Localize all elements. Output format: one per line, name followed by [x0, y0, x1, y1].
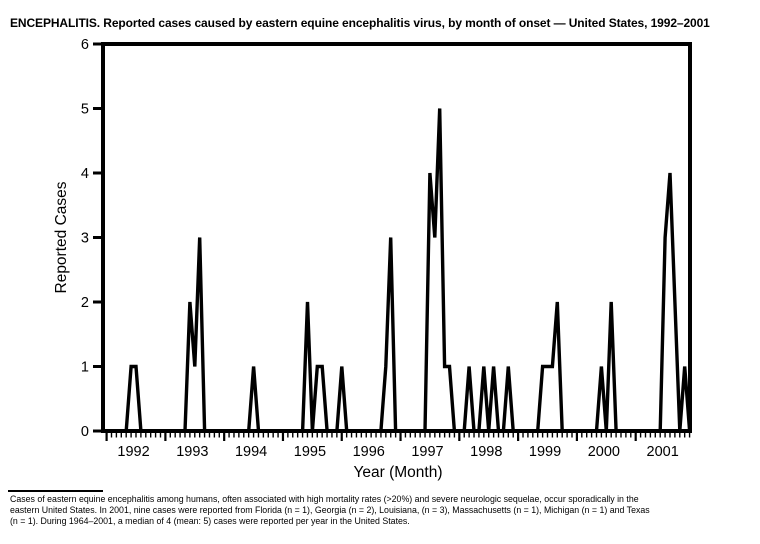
- x-axis-year-label: 1996: [352, 444, 385, 460]
- y-axis-tick-label: 6: [80, 37, 89, 53]
- x-axis-year-label: 1992: [117, 444, 150, 460]
- reported-cases-line: [107, 109, 690, 432]
- chart-title: ENCEPHALITIS. Reported cases caused by eastern equine encephalitis virus, by month of onset — United States, 1992–2001: [10, 16, 710, 30]
- y-axis-tick-label: 0: [80, 424, 89, 440]
- x-axis-year-label: 1997: [411, 444, 444, 460]
- y-axis-tick-label: 1: [80, 359, 89, 376]
- footnote-line: eastern United States. In 2001, nine cases were reported from Florida (n = 1), Georgia (n = 2), Louisiana, (n = 3), Massachusetts (n = 1), Michigan (n = 1) and Texas: [10, 504, 650, 515]
- x-axis-year-label: 2001: [646, 444, 679, 460]
- y-axis-tick-label: 4: [80, 166, 89, 182]
- x-axis-year-label: 1999: [528, 444, 562, 460]
- footnote-separator-rule: [8, 490, 103, 492]
- x-axis-year-label: 1994: [234, 444, 268, 460]
- y-axis-title: Reported Cases: [53, 181, 70, 294]
- y-axis-tick-label: 3: [80, 230, 89, 247]
- x-axis-title: Year (Month): [353, 464, 443, 481]
- x-axis-year-label: 2000: [587, 444, 620, 460]
- x-axis-year-label: 1998: [470, 444, 503, 460]
- footnote-line: Cases of eastern equine encephalitis among humans, often associated with high mortality rates (>20%) and severe neurologic sequelae, occur sporadically in the: [10, 494, 639, 504]
- x-axis-year-label: 1995: [293, 444, 327, 460]
- x-axis-year-label: 1993: [176, 444, 209, 460]
- footnote-line: (n = 1). During 1964–2001, a median of 4 (mean: 5) cases were reported per year in the United States.: [10, 515, 410, 526]
- footnote: [10, 494, 754, 527]
- y-axis-tick-label: 2: [80, 295, 89, 311]
- y-axis-tick-label: 5: [80, 101, 89, 118]
